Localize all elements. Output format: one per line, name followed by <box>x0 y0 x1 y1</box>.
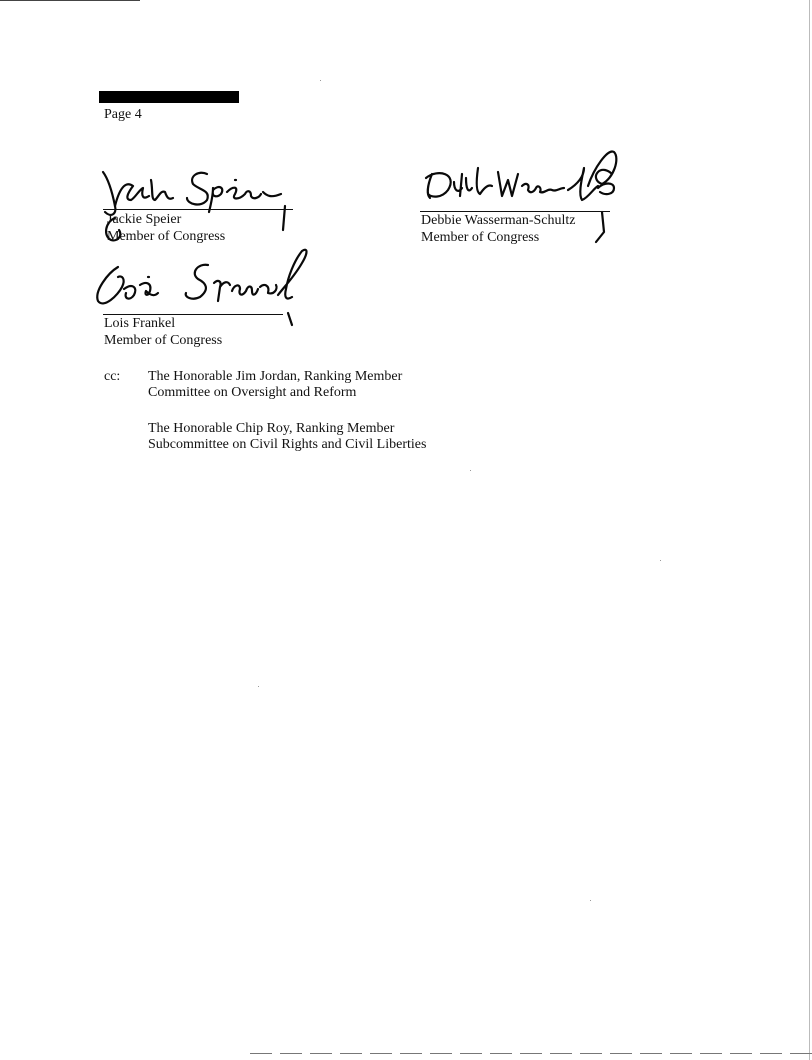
signature-line <box>103 209 293 210</box>
scan-artifact-top <box>0 0 140 1</box>
cc-recipient-line: Committee on Oversight and Reform <box>148 385 357 400</box>
signatory-name: Lois Frankel <box>104 316 176 331</box>
cc-recipient-line: The Honorable Jim Jordan, Ranking Member <box>148 369 403 384</box>
scan-speck <box>660 560 661 561</box>
scan-speck <box>470 470 471 471</box>
scan-speck <box>590 900 591 901</box>
cc-label: cc: <box>104 369 121 384</box>
page-number: Page 4 <box>104 107 142 122</box>
signatory-title: Member of Congress <box>104 333 223 348</box>
scan-speck <box>320 80 321 81</box>
cc-recipient-line: The Honorable Chip Roy, Ranking Member <box>148 421 395 436</box>
signatory-name: Jackie Speier <box>107 212 182 227</box>
scan-artifact-edge <box>809 0 810 1060</box>
signatory-title: Member of Congress <box>107 229 226 244</box>
scan-speck <box>258 686 259 687</box>
signatory-name: Debbie Wasserman-Schultz <box>421 213 576 228</box>
signature-line <box>103 314 283 315</box>
redaction-bar <box>99 91 239 103</box>
scan-artifact-bottom <box>250 1053 812 1054</box>
signatory-title: Member of Congress <box>421 230 540 245</box>
signature-line <box>420 211 610 212</box>
cc-recipient-line: Subcommittee on Civil Rights and Civil Liberties <box>148 437 427 452</box>
